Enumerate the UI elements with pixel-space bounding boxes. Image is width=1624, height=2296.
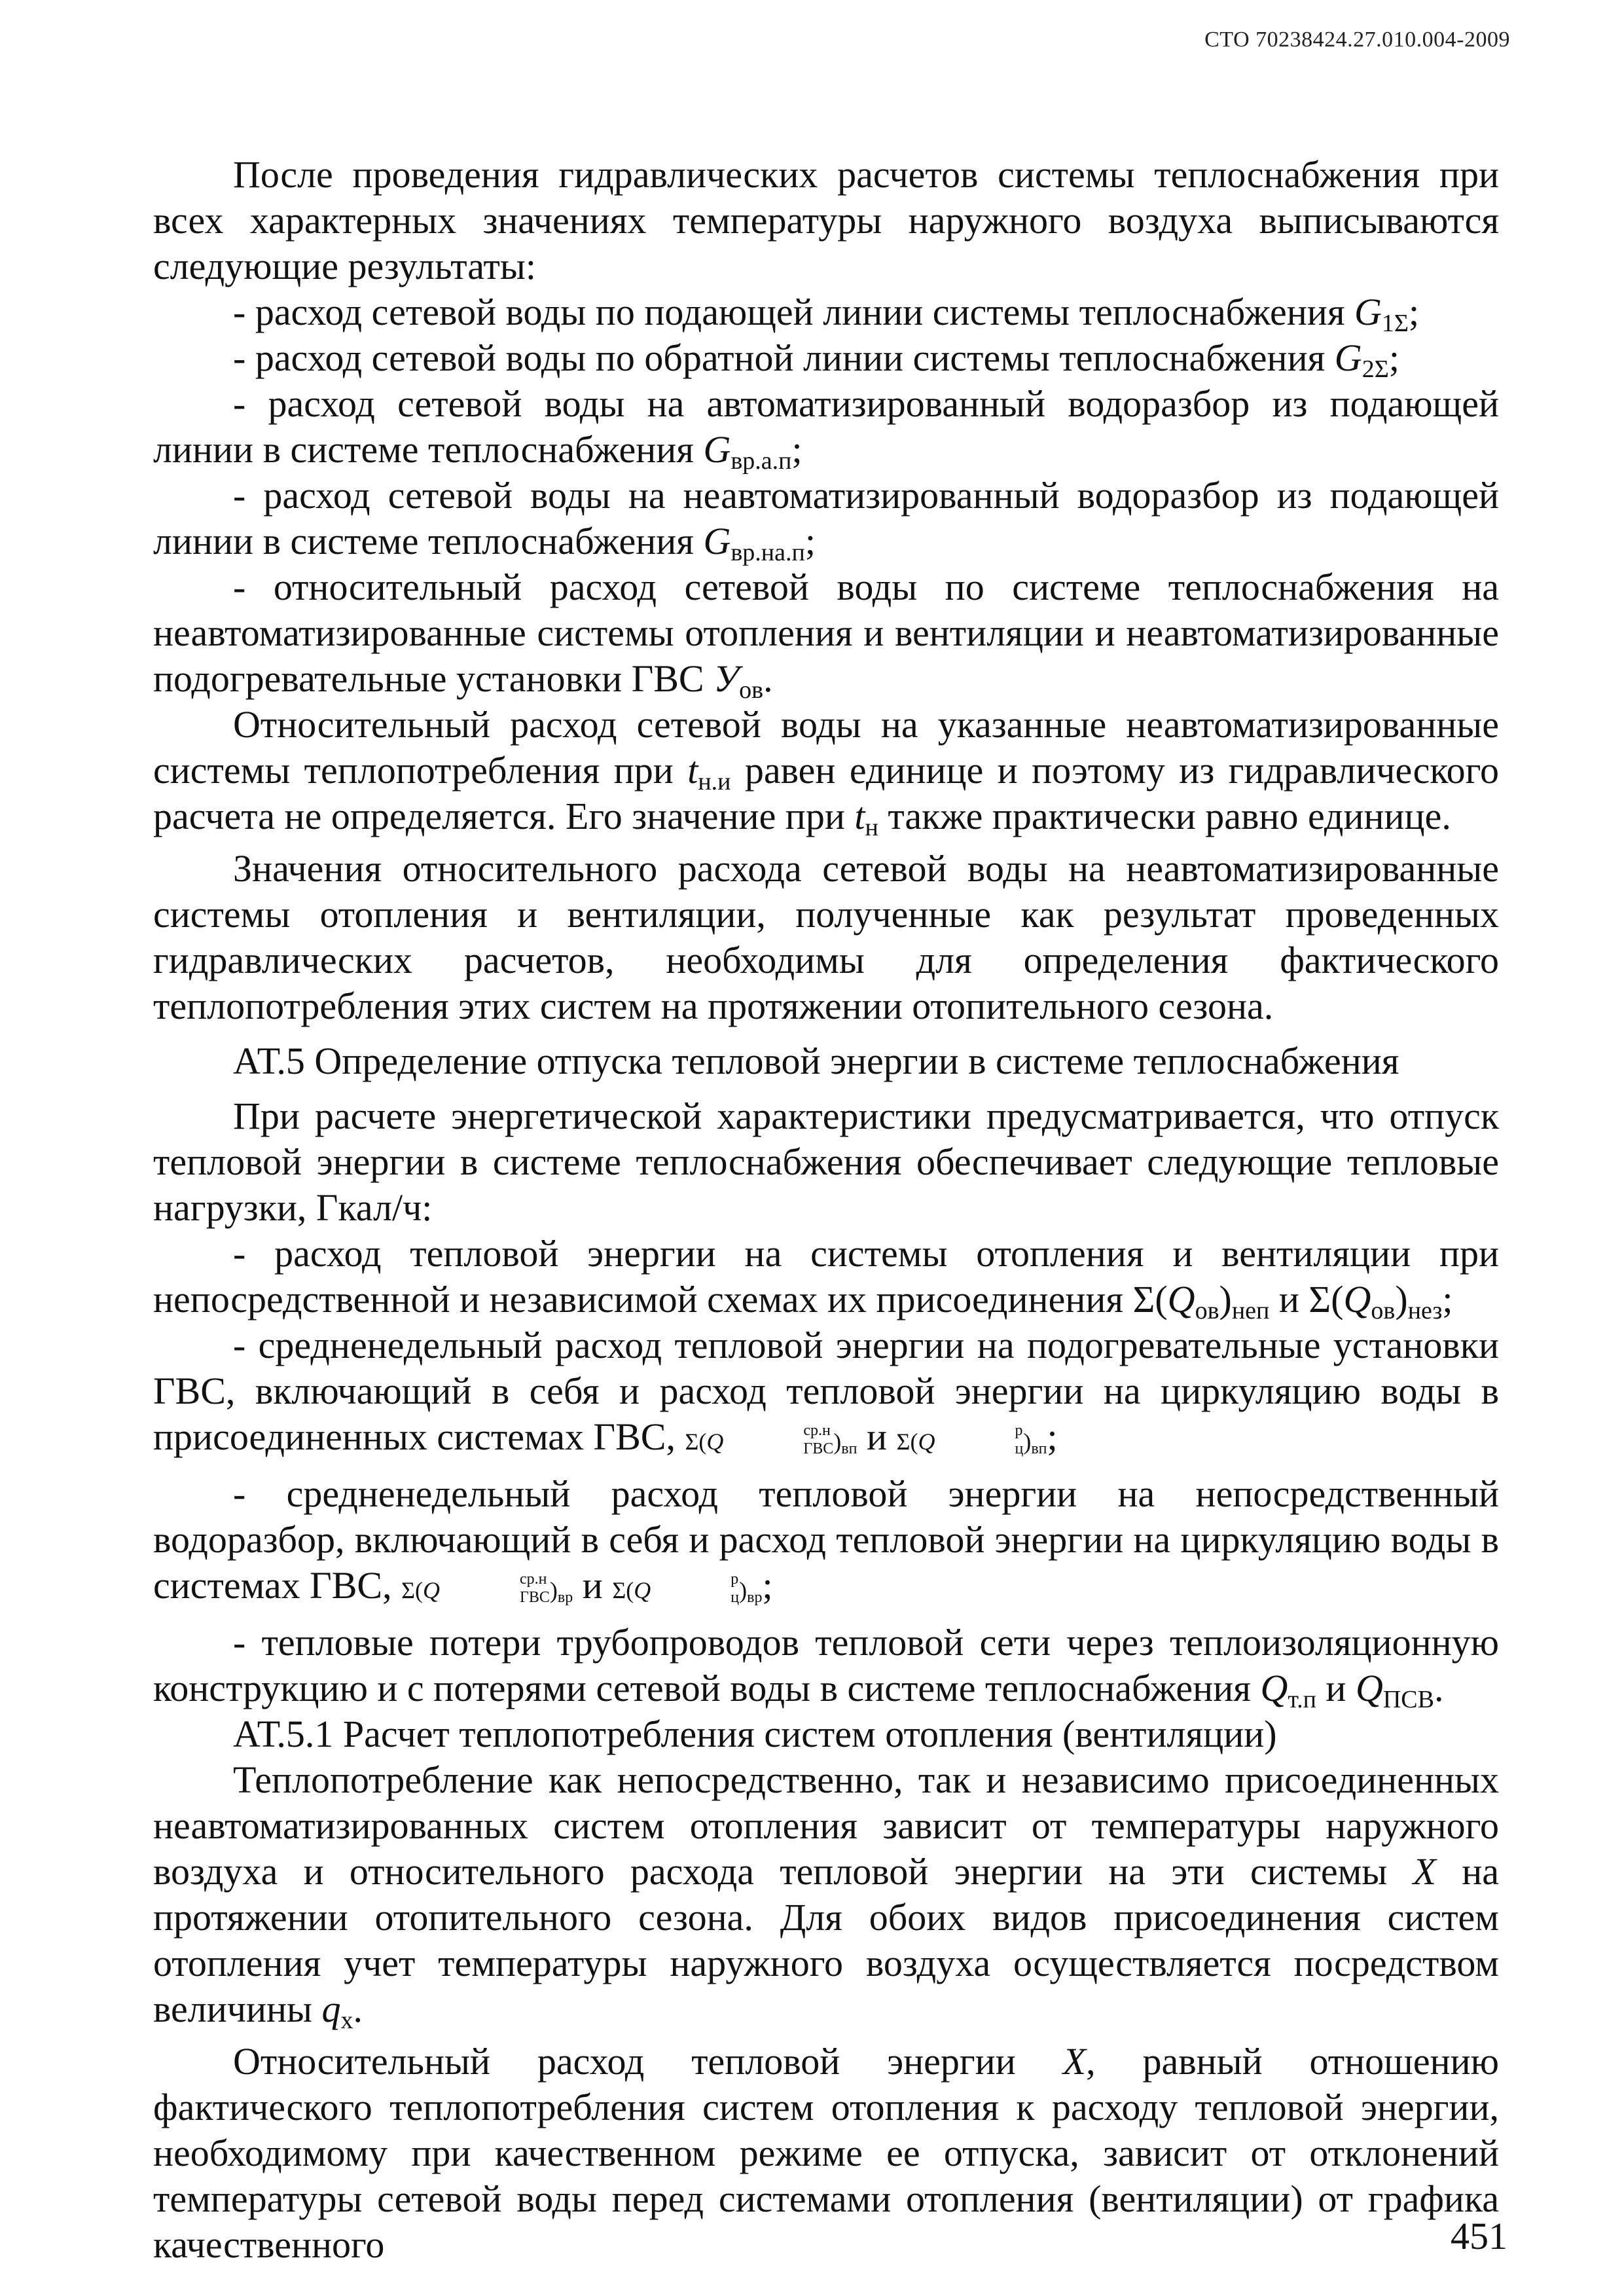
list-item-direct-draw: - средненедельный расход тепловой энергии на непосредственный водоразбор, включающий в себя и расход тепловой энергии на циркуляцию воды в системах ГВС, Σ(Q ср.н $ГВС)_{вр}$ и Σ(Q р $ц)_{вр}$; <box>153 1472 1499 1607</box>
page-number: 451 <box>1451 2215 1507 2257</box>
page-body <box>153 152 1499 2268</box>
paragraph-intro: После проведения гидравлических расчетов системы теплоснабжения при всех характерных значениях температуры наружного воздуха выписываются следующие результаты: <box>153 153 1499 287</box>
list-item-g1: - расход сетевой воды по подающей линии системы теплоснабжения $G_{1\Sigma}$; <box>233 291 1420 337</box>
paragraph-heat-consumption: Теплопотребление как непосредственно, так и независимо присоединенных неавтоматизированных систем отопления зависит от температуры наружного воздуха и относительного расхода тепловой энергии на эти системы X на протяжении отопительного сезона. Для обоих видов присоединения систем отопления учет температуры наружного воздуха осуществляется посредством величины $q_x$. <box>153 1758 1499 2034</box>
section-heading-at5: АТ.5 Определение отпуска тепловой энергии в системе теплоснабжения <box>233 1040 1399 1082</box>
list-item-heat-losses: - тепловые потери трубопроводов тепловой сети через теплоизоляционную конструкцию и с потерями сетевой воды в системе теплоснабжения $Q_{т.п}$ и $Q_{ПСВ}$. <box>153 1621 1499 1713</box>
list-item-gvrnap: - расход сетевой воды на неавтоматизированный водоразбор из подающей линии в системе теплоснабжения $G_{вр.на.п}$; <box>153 474 1499 566</box>
paragraph-relative-flow: Относительный расход сетевой воды на указанные неавтоматизированные системы теплопотребления при $t_{н.и}$ равен единице и поэтому из гидравлического расчета не определяется. Его значение при $t_н$ также практически равно единице. <box>153 703 1499 841</box>
paragraph-energy-characteristic: При расчете энергетической характеристики предусматривается, что отпуск тепловой энергии в системе теплоснабжения обеспечивает следующие тепловые нагрузки, Гкал/ч: <box>153 1095 1499 1229</box>
paragraph-values: Значения относительного расхода сетевой воды на неавтоматизированные системы отопления и вентиляции, полученные как результат проведенных гидравлических расчетов, необходимы для определения фактического теплопотребления этих систем на протяжении отопительного сезона. <box>153 847 1499 1027</box>
formula-q-gvs-vp: Σ(Q ср.н $ГВС)_{вп}$ <box>685 1422 857 1457</box>
list-item-g2: - расход сетевой воды по обратной линии системы теплоснабжения $G_{2\Sigma}$; <box>233 337 1399 383</box>
document-code-header: СТО 70238424.27.010.004-2009 <box>1204 27 1510 52</box>
list-item-uov: - относительный расход сетевой воды по системе теплоснабжения на неавтоматизированные системы отопления и вентиляции и неавтоматизированные подогревательные установки ГВС $У_{ов}$. <box>153 566 1499 704</box>
list-item-hot-water-heaters: - средненедельный расход тепловой энергии на подогревательные установки ГВС, включающий в себя и расход тепловой энергии на циркуляцию воды в присоединенных системах ГВС, Σ(Q ср.н $ГВС)_{вп}$ и Σ(Q р $ц)_{вп}$; <box>153 1324 1499 1458</box>
section-heading-at51: АТ.5.1 Расчет теплопотребления систем отопления (вентиляции) <box>233 1713 1277 1755</box>
formula-q-circ-vr: Σ(Q р $ц)_{вр}$ <box>612 1571 763 1606</box>
list-item-gvrap: - расход сетевой воды на автоматизированный водоразбор из подающей линии в системе теплоснабжения $G_{вр.а.п}$; <box>153 382 1499 475</box>
formula-q-gvs-vr: Σ(Q ср.н $ГВС)_{вр}$ <box>401 1571 573 1606</box>
paragraph-relative-heat: Относительный расход тепловой энергии X, равный отношению фактического теплопотребления систем отопления к расходу тепловой энергии, необходимому при качественном режиме ее отпуска, зависит от отклонений температуры сетевой воды перед системами отопления (вентиляции) от графика качественного <box>153 2040 1499 2266</box>
list-item-heating-load: - расход тепловой энергии на системы отопления и вентиляции при непосредственной и независимой схемах их присоединения $\Sigma(Q_{ов})_{неп}$ и $\Sigma(Q_{ов})_{нез}$; <box>153 1232 1499 1324</box>
formula-q-circ-vp: Σ(Q р $ц)_{вп}$ <box>896 1422 1047 1457</box>
